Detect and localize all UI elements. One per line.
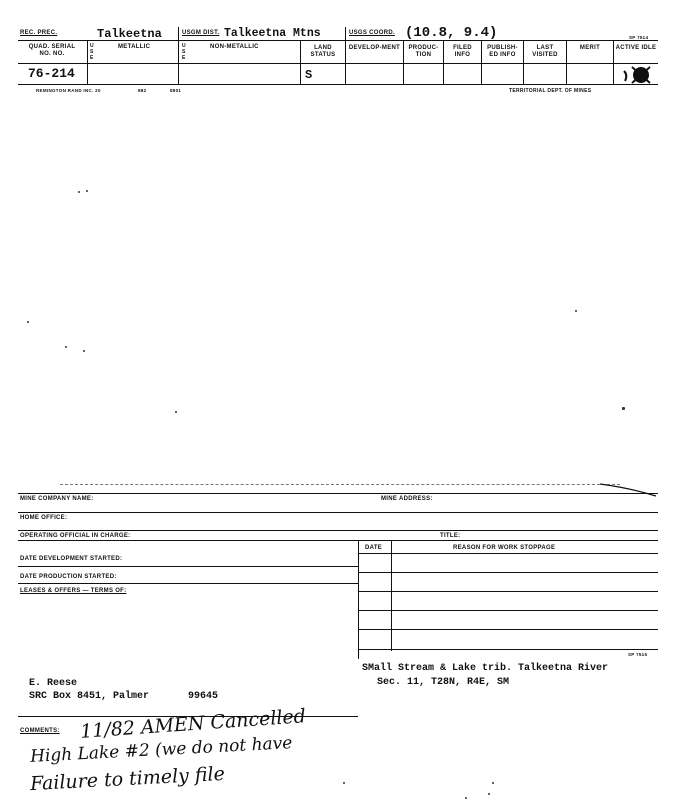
- metallic-label: METALLIC: [118, 44, 151, 50]
- printer-line: REMINGTON RAND INC. 20: [36, 88, 101, 93]
- scan-speck: [488, 793, 490, 795]
- rule: [358, 591, 658, 592]
- production-label: [405, 45, 442, 59]
- usgm-dist-label: USGM DIST.: [182, 30, 220, 36]
- comment-line-2: High Lake #2 (we do not have: [29, 733, 293, 767]
- rec-prec-value: Talkeetna: [97, 27, 162, 41]
- rule: [18, 530, 658, 531]
- scan-speck: [65, 346, 67, 348]
- land-status-text: LAND STATUS: [310, 45, 336, 58]
- rule: [358, 610, 658, 611]
- owner-address: SRC Box 8451, Palmer: [29, 691, 150, 702]
- date-dev-started-label: DATE DEVELOPMENT STARTED:: [20, 556, 123, 562]
- location-line-1: SMall Stream & Lake trib. Talkeetna River: [362, 663, 609, 674]
- stoppage-date-label: DATE: [365, 545, 383, 551]
- mine-address-label: MINE ADDRESS:: [381, 496, 433, 502]
- card-edge: [60, 484, 620, 485]
- form-code-2: SP 7515: [628, 652, 648, 657]
- comment-line-3: Failure to timely file: [29, 762, 226, 796]
- active-idle-label: [615, 45, 657, 52]
- scan-speck: [83, 350, 85, 352]
- rule: [358, 629, 658, 630]
- last-visited-label: [525, 45, 565, 59]
- mine-company-rule: [18, 493, 658, 494]
- scan-speck: [175, 411, 177, 413]
- active-marker-icon: [616, 63, 656, 85]
- scan-speck: [622, 407, 625, 410]
- divider: [613, 41, 614, 84]
- use-letters-text: U S E: [182, 43, 186, 61]
- scan-speck: [492, 782, 494, 784]
- form-code: SP 7514: [629, 35, 649, 40]
- last-visited-text: LAST VISITED: [532, 45, 558, 58]
- rule: [18, 566, 358, 567]
- home-office-label: HOME OFFICE:: [20, 515, 68, 521]
- rule: [18, 583, 358, 584]
- stoppage-reason-label: REASON FOR WORK STOPPAGE: [453, 545, 556, 551]
- owner-name: E. Reese: [29, 678, 78, 689]
- divider: [481, 41, 482, 84]
- divider: [178, 27, 179, 84]
- nonmetallic-use-letters: [182, 43, 187, 61]
- rule: [358, 553, 658, 554]
- serial-number-value: 76-214: [28, 66, 75, 81]
- header-mid-rule: [18, 63, 658, 64]
- published-info-label: [483, 45, 522, 59]
- card-edge-curve: [600, 480, 660, 500]
- usgs-coord-label: USGS COORD.: [349, 30, 395, 36]
- divider: [443, 41, 444, 84]
- land-status-value: S: [305, 68, 313, 82]
- filed-info-label: [445, 45, 480, 59]
- active-idle-text: ACTIVE IDLE: [615, 45, 657, 51]
- printer-code-b: 8801: [170, 88, 182, 93]
- location-line-2: Sec. 11, T28N, R4E, SM: [377, 677, 510, 688]
- printer-code-a: 882: [138, 88, 147, 93]
- rule: [358, 572, 658, 573]
- scan-speck: [465, 797, 467, 799]
- merit-label: MERIT: [579, 45, 601, 51]
- rule: [358, 649, 658, 650]
- metallic-use-letters: [90, 43, 95, 61]
- stoppage-left-rule: [358, 541, 359, 659]
- use-letters-text: U S E: [90, 43, 94, 61]
- rec-prec-label: REC. PREC.: [20, 30, 58, 36]
- stoppage-date-rule: [391, 541, 392, 651]
- scan-speck: [27, 321, 29, 323]
- quad-serial-label: [20, 44, 84, 58]
- comment-line-1: 11/82 AMEN Cancelled: [79, 705, 307, 743]
- scan-speck: [343, 782, 345, 784]
- scan-speck: [78, 191, 80, 193]
- mine-company-label: MINE COMPANY NAME:: [20, 496, 94, 502]
- divider: [566, 41, 567, 84]
- nonmetallic-label: NON-METALLIC: [210, 44, 259, 50]
- divider: [345, 27, 346, 84]
- dept-label: TERRITORIAL DEPT. OF MINES: [509, 88, 592, 94]
- owner-zip: 99645: [188, 691, 219, 702]
- divider: [523, 41, 524, 84]
- published-info-text: PUBLISH-ED INFO: [487, 45, 518, 58]
- date-prod-started-label: DATE PRODUCTION STARTED:: [20, 574, 117, 580]
- develop-text: DEVELOP-MENT: [348, 45, 401, 51]
- scan-speck: [575, 310, 577, 312]
- rule: [18, 540, 658, 541]
- divider: [300, 41, 301, 84]
- rule: [18, 512, 658, 513]
- filed-info-text: FILED INFO: [453, 45, 472, 58]
- leases-label: LEASES & OFFERS — TERMS OF:: [20, 588, 127, 594]
- land-status-label: [302, 45, 344, 59]
- divider: [403, 41, 404, 84]
- usgm-dist-value: Talkeetna Mtns: [224, 27, 321, 40]
- operating-official-label: OPERATING OFFICIAL IN CHARGE:: [20, 533, 131, 539]
- scan-speck: [86, 190, 88, 192]
- header-bottom-rule: [18, 84, 658, 85]
- comments-label: COMMENTS:: [20, 728, 60, 734]
- develop-label: [347, 45, 402, 52]
- title-label: TITLE:: [440, 533, 461, 539]
- production-text: PRODUC-TION: [408, 45, 439, 58]
- quad-serial-text: QUAD. SERIAL NO. NO.: [28, 44, 76, 57]
- usgs-coord-value: (10.8, 9.4): [405, 25, 498, 41]
- divider: [87, 41, 88, 84]
